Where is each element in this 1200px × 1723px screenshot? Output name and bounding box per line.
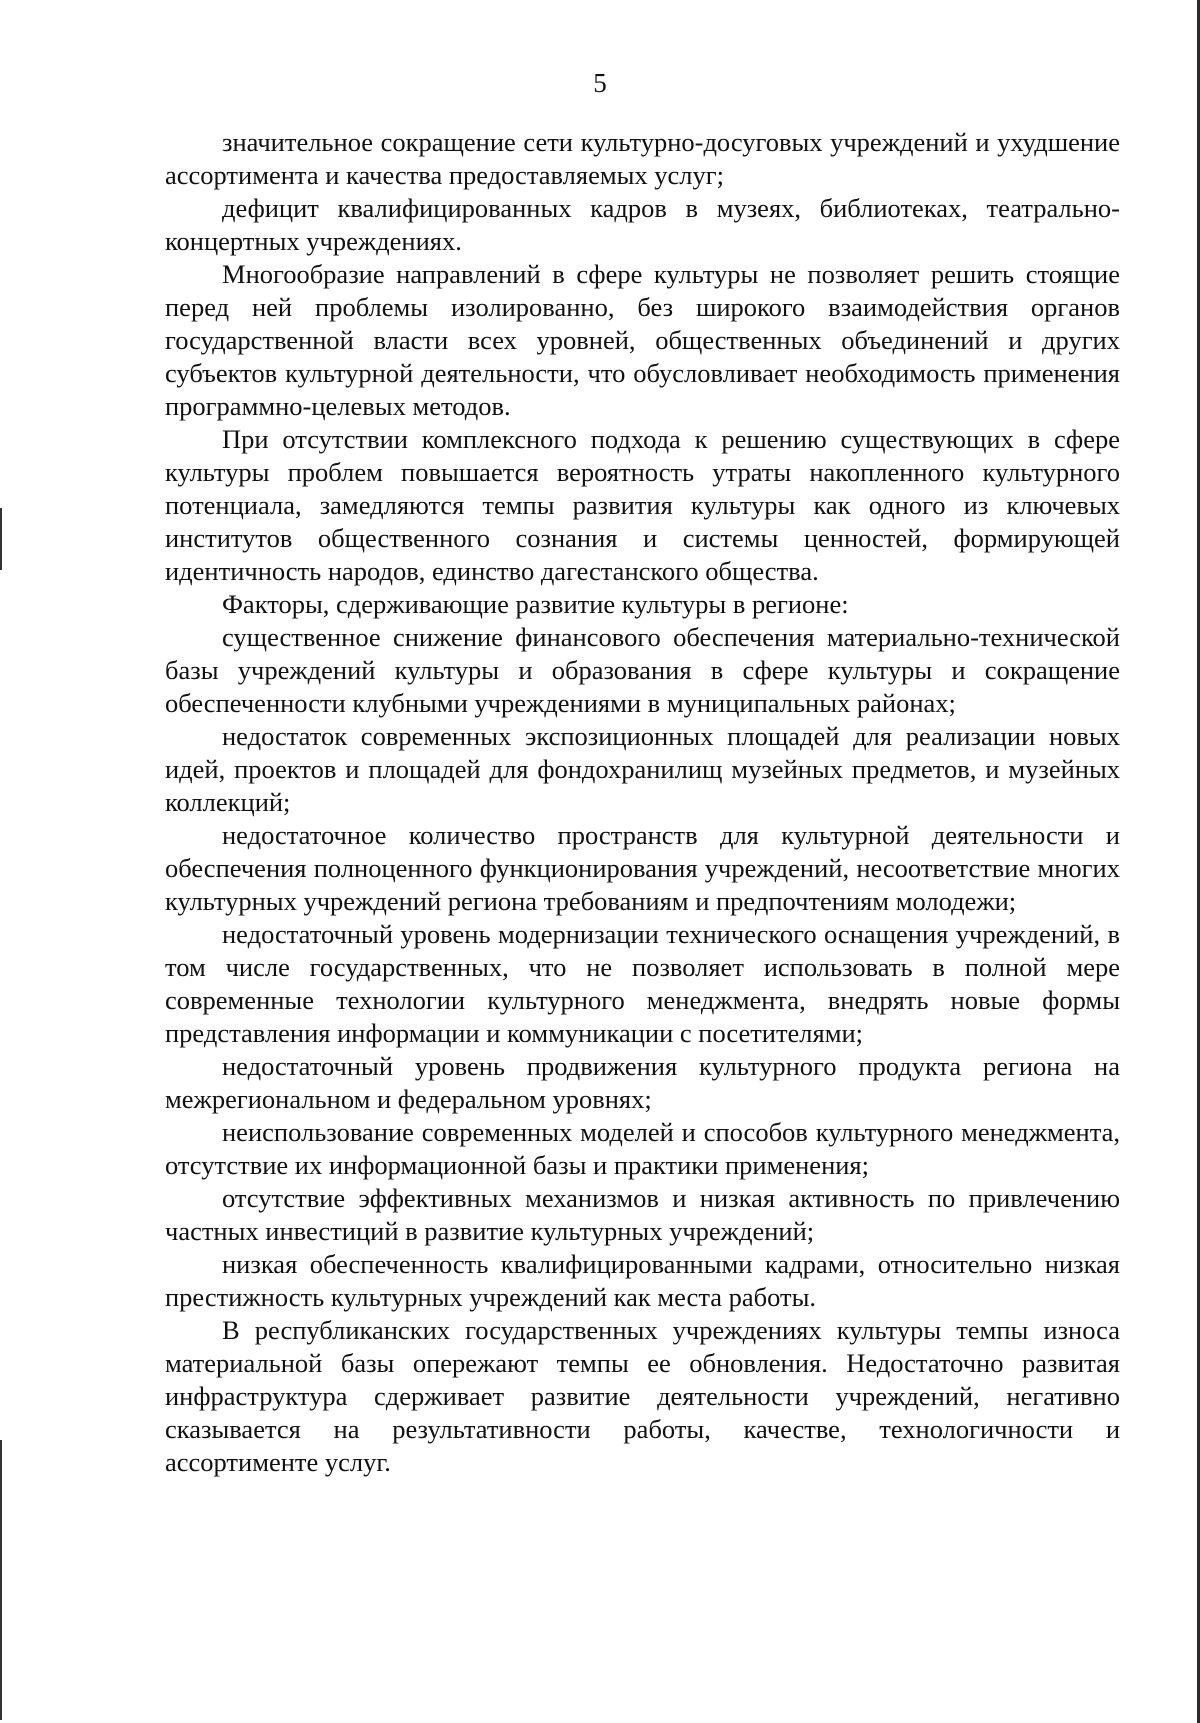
paragraph: Многообразие направлений в сфере культуры не позволяет решить стоящие перед ней проблемы изолированно, без широкого взаимодействия органов государственной власти всех уровней, общественных объединений и других субъектов культурной деятельности, что обусловливает необходимость применения программно-целевых методов. — [165, 259, 1120, 421]
paragraph: недостаточное количество пространств для культурной деятельности и обеспечения полноценного функционирования учреждений, несоответствие многих культурных учреждений региона требованиям и предпочтениям молодежи; — [165, 820, 1120, 916]
paragraph: недостаточный уровень продвижения культурного продукта региона на межрегиональном и федеральном уровнях; — [165, 1051, 1120, 1114]
paragraph: неиспользование современных моделей и способов культурного менеджмента, отсутствие их информационной базы и практики применения; — [165, 1117, 1120, 1180]
paragraph: отсутствие эффективных механизмов и низкая активность по привлечению частных инвестиций в развитие культурных учреждений; — [165, 1183, 1120, 1246]
paragraph: Факторы, сдерживающие развитие культуры в регионе: — [222, 589, 849, 619]
paragraph: низкая обеспеченность квалифицированными кадрами, относительно низкая престижность культурных учреждений как места работы. — [165, 1249, 1120, 1312]
paragraph: При отсутствии комплексного подхода к решению существующих в сфере культуры проблем повышается вероятность утраты накопленного культурного потенциала, замедляются темпы развития культуры как одного из ключевых институтов общественного сознания и системы ценностей, формирующей идентичность народов, единство дагестанского общества. — [165, 424, 1120, 586]
page-number: 5 — [593, 68, 607, 98]
paragraph: недостаточный уровень модернизации технического оснащения учреждений, в том числе государственных, что не позволяет использовать в полной мере современные технологии культурного менеджмента, внедрять новые формы представления информации и коммуникации с посетителями; — [165, 919, 1120, 1048]
paragraph: недостаток современных экспозиционных площадей для реализации новых идей, проектов и площадей для фондохранилищ музейных предметов, и музейных коллекций; — [165, 721, 1120, 817]
paragraph: В республиканских государственных учреждениях культуры темпы износа материальной базы опережают темпы ее обновления. Недостаточно развитая инфраструктура сдерживает развитие деятельности учреждений, негативно сказывается на результативности работы, качестве, технологичности и ассортименте услуг. — [165, 1315, 1120, 1477]
paragraph: значительное сокращение сети культурно-досуговых учреждений и ухудшение ассортимента и качества предоставляемых услуг; — [165, 127, 1120, 190]
document-body — [165, 126, 1120, 1479]
paragraph: дефицит квалифицированных кадров в музеях, библиотеках, театрально-концертных учреждениях. — [165, 193, 1120, 256]
scan-left-mark-upper — [0, 508, 2, 570]
scan-left-mark-lower — [0, 1440, 2, 1720]
paragraph: существенное снижение финансового обеспечения материально-технической базы учреждений культуры и образования в сфере культуры и сокращение обеспеченности клубными учреждениями в муниципальных районах; — [165, 622, 1120, 718]
